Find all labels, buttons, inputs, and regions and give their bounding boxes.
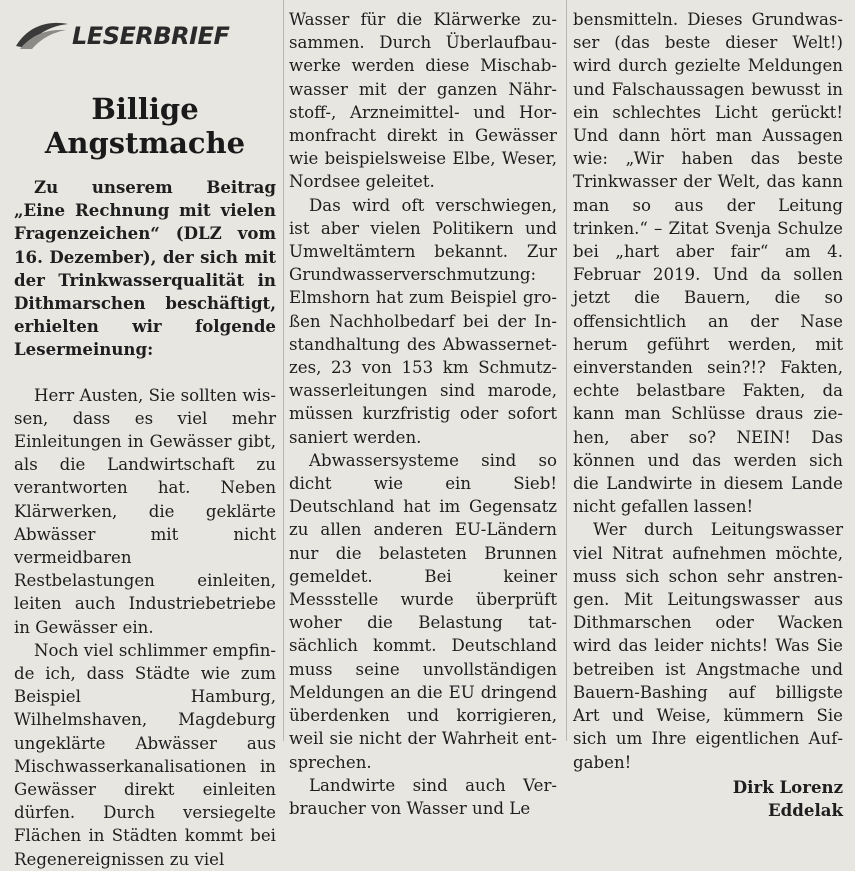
- column-rule: [566, 0, 567, 741]
- body-paragraph: Herr Austen, Sie sollten wissen, dass es viel mehr Einleitungen in Gewässer gibt, als die Landwirtschaft zu verantworten hat. Neben Klärwerken, die geklärte Abwässer mit nicht vermeidbaren Restbelastungen einleiten, leiten auch Industriebetriebe in Gewässer ein.: [14, 385, 276, 637]
- swoosh-logo-icon: [14, 20, 70, 50]
- column-3: [573, 0, 843, 820]
- body-paragraph: bensmitteln. Dieses Grundwasser (das beste dieser Welt!) wird durch gezielte Meldungen und Falschaussagen bewusst in ein schlechtes Licht gerückt! Und dann hört man Aussagen wie: „Wir haben das beste Trinkwasser der Welt, das kann man so aus der Leitung trinken.“ – Zitat Svenja Schulze bei „hart aber fair“ am 4. Februar 2019. Und da sollen jetzt die Bauern, die so offensichtlich an der Nase herum geführt werden, mit einverstanden sein?!? Fakten, echte belastbare Fakten, da kann man Schlüsse draus ziehen, aber so? NEIN! Das können und das werden sich die Landwirte in diesem Lande nicht gefallen lassen!: [573, 10, 843, 517]
- body-paragraph: Wer durch Leitungswasser viel Nitrat aufnehmen möchte, muss sich schon sehr anstrengen. Mit Leitungswasser aus Dithmarschen oder Wacken wird das leider nichts! Was Sie betreiben ist Angstmache und Bauern-Bashing auf billigste Art und Weise, kümmern Sie sich um Ihre eigentlichen Aufgaben!: [573, 520, 843, 772]
- body-paragraph: Landwirte sind auch Verbraucher von Wasser und Le: [289, 775, 557, 818]
- column-1: [14, 0, 276, 869]
- column-rule: [283, 0, 284, 741]
- author-signature: [573, 776, 843, 822]
- headline-line-1: Billige: [91, 92, 199, 126]
- author-place: Eddelak: [768, 799, 843, 820]
- body-paragraph: Abwassersysteme sind so dicht wie ein Sieb! Deutschland hat im Gegensatz zu allen anderen EU-Ländern nur die belasteten Brunnen gemeldet. Bei keiner Messstelle wurde überprüft woher die Belastung tatsächlich kommt. Deutschland muss seine unvollständigen Meldungen an die EU dringend überdenken und korrigieren, weil sie nicht der Wahrheit entsprechen.: [289, 450, 557, 772]
- column-2: [289, 0, 557, 818]
- body-paragraph: Wasser für die Klärwerke zusammen. Durch Überlaufbauwerke werden diese Mischabwasser mit der ganzen Nährstoff-, Arzneimittel- und Hormonfracht direkt in Gewässer wie beispielsweise Elbe, Weser, Nordsee geleitet.: [289, 10, 557, 192]
- kicker: [14, 18, 276, 64]
- body-paragraph: Noch viel schlimmer empfinde ich, dass Städte wie zum Beispiel Hamburg, Wilhelmshaven, Magdeburg ungeklärte Abwässer aus Mischwasserkanalisationen in Gewässer direkt einleiten dürfen. Durch versiegelte Flächen in Städten kommt bei Regenereignissen zu viel: [14, 640, 276, 869]
- headline: [14, 92, 276, 160]
- author-name: Dirk Lorenz: [732, 776, 843, 797]
- body-paragraph: Das wird oft verschwiegen, ist aber vielen Politikern und Umweltämtern bekannt. Zur Grundwasserverschmutzung: Elmshorn hat zum Beispiel großen Nachholbedarf bei der Instandhaltung des Abwassernetzes, 23 von 153 km Schmutzwasserleitungen sind marode, müssen kurzfristig oder sofort saniert werden.: [289, 195, 557, 447]
- headline-line-2: Angstmache: [44, 126, 246, 160]
- lead-paragraph: Zu unserem Beitrag „Eine Rechnung mit vielen Fragenzeichen“ (DLZ vom 16. Dezember), der sich mit der Trinkwasserqualität in Dithmarschen beschäftigt, erhielten wir folgende Lesermeinung:: [14, 177, 276, 360]
- kicker-label: LESERBRIEF: [72, 22, 230, 50]
